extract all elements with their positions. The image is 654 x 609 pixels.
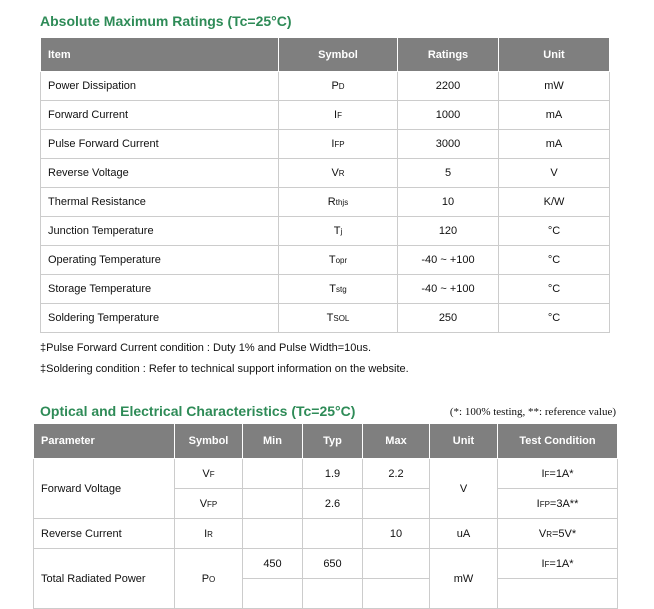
symbol-main: R [327, 196, 336, 208]
cond-subscript: F [544, 559, 550, 569]
pulse-current-note: ‡Pulse Forward Current condition : Duty 1% and Pulse Width=10us. [40, 342, 372, 354]
symbol-subscript: R [338, 169, 345, 178]
header-test-condition: Test Condition [498, 424, 618, 459]
symbol-main: V [199, 497, 208, 510]
header-ratings: Ratings [398, 38, 499, 72]
symbol-cell [279, 217, 398, 246]
symbol-subscript: opr [335, 256, 348, 265]
optical-electrical-title: Optical and Electrical Characteristics (Tc=25°C) [40, 403, 356, 419]
symbol-cell [175, 519, 243, 549]
unit-cell: V [430, 459, 498, 519]
symbol-subscript: O [209, 574, 216, 584]
typ-cell: 1.9 [303, 459, 363, 489]
parameter-cell: Total Radiated Power [34, 549, 175, 609]
symbol-subscript: stg [336, 285, 347, 294]
symbol-cell [279, 130, 398, 159]
typ-cell: 2.6 [303, 489, 363, 519]
test-condition-cell [498, 489, 618, 519]
typ-cell [303, 579, 363, 609]
unit-cell: mW [499, 72, 610, 101]
max-cell [363, 489, 430, 519]
item-cell: Operating Temperature [41, 246, 279, 275]
parameter-cell: Reverse Current [34, 519, 175, 549]
cond-main: I [541, 557, 545, 570]
rating-cell: -40 ~ +100 [398, 275, 499, 304]
table-row [41, 159, 610, 188]
table-row [41, 72, 610, 101]
rating-cell: 2200 [398, 72, 499, 101]
header-typ: Typ [303, 424, 363, 459]
cond-subscript: F [544, 469, 550, 479]
header-row [34, 424, 618, 459]
table-row [41, 246, 610, 275]
symbol-cell [279, 275, 398, 304]
cond-subscript: R [546, 529, 552, 539]
max-cell: 10 [363, 519, 430, 549]
symbol-cell [175, 459, 243, 489]
cond-value: =1A* [549, 557, 574, 570]
rating-cell: 250 [398, 304, 499, 333]
table-row [41, 101, 610, 130]
header-max: Max [363, 424, 430, 459]
soldering-note: ‡Soldering condition : Refer to technical support information on the website. [40, 363, 409, 375]
cond-value: =5V* [551, 527, 577, 540]
header-min: Min [243, 424, 303, 459]
symbol-subscript: R [207, 529, 213, 539]
header-symbol: Symbol [279, 38, 398, 72]
table-row [41, 217, 610, 246]
item-cell: Storage Temperature [41, 275, 279, 304]
optical-electrical-table [33, 423, 618, 609]
max-cell: 2.2 [363, 459, 430, 489]
test-condition-cell [498, 549, 618, 579]
max-cell [363, 549, 430, 579]
unit-cell: uA [430, 519, 498, 549]
symbol-subscript: FP [207, 499, 218, 509]
cond-value: =3A** [549, 497, 579, 510]
min-cell [243, 579, 303, 609]
cond-main: I [536, 497, 540, 510]
rating-cell: 5 [398, 159, 499, 188]
header-symbol: Symbol [175, 424, 243, 459]
item-cell: Junction Temperature [41, 217, 279, 246]
cond-subscript: FP [539, 499, 550, 509]
symbol-subscript: F [209, 469, 215, 479]
test-condition-cell [498, 459, 618, 489]
typ-cell: 650 [303, 549, 363, 579]
cond-main: V [538, 527, 547, 540]
parameter-cell: Forward Voltage [34, 459, 175, 519]
item-cell: Reverse Voltage [41, 159, 279, 188]
min-cell [243, 489, 303, 519]
symbol-main: P [331, 80, 339, 92]
item-cell: Thermal Resistance [41, 188, 279, 217]
cond-value: =1A* [549, 467, 574, 480]
testing-legend-note: (*: 100% testing, **: reference value) [449, 406, 616, 418]
item-cell: Pulse Forward Current [41, 130, 279, 159]
symbol-main: P [201, 572, 210, 585]
header-row [41, 38, 610, 72]
min-cell [243, 459, 303, 489]
symbol-main: I [331, 138, 335, 150]
unit-cell: mA [499, 101, 610, 130]
table-row [41, 275, 610, 304]
cond-main: I [541, 467, 545, 480]
absolute-max-ratings-title: Absolute Maximum Ratings (Tc=25°C) [40, 13, 292, 29]
unit-cell: V [499, 159, 610, 188]
symbol-cell [175, 549, 243, 609]
table-row [34, 549, 618, 579]
symbol-main: I [204, 527, 208, 540]
symbol-main: T [333, 225, 341, 237]
max-cell [363, 579, 430, 609]
symbol-cell [175, 489, 243, 519]
item-cell: Soldering Temperature [41, 304, 279, 333]
symbol-subscript: FP [334, 140, 345, 149]
unit-cell: °C [499, 246, 610, 275]
symbol-cell [279, 159, 398, 188]
unit-cell: °C [499, 217, 610, 246]
rating-cell: -40 ~ +100 [398, 246, 499, 275]
header-parameter: Parameter [34, 424, 175, 459]
symbol-main: T [328, 254, 336, 266]
header-item: Item [41, 38, 279, 72]
symbol-cell [279, 246, 398, 275]
header-unit: Unit [499, 38, 610, 72]
min-cell [243, 519, 303, 549]
rating-cell: 10 [398, 188, 499, 217]
test-condition-cell [498, 579, 618, 609]
unit-cell: K/W [499, 188, 610, 217]
symbol-main: T [329, 283, 337, 295]
symbol-main: T [326, 312, 334, 324]
symbol-subscript: SOL [333, 314, 350, 323]
rating-cell: 120 [398, 217, 499, 246]
symbol-main: I [334, 109, 338, 121]
table-row [41, 130, 610, 159]
rating-cell: 3000 [398, 130, 499, 159]
unit-cell: °C [499, 275, 610, 304]
symbol-subscript: F [337, 111, 342, 120]
absolute-max-ratings-table [40, 37, 610, 333]
symbol-main: V [331, 167, 339, 179]
table-row [34, 459, 618, 489]
symbol-main: V [202, 467, 210, 480]
symbol-cell [279, 72, 398, 101]
table-row [41, 304, 610, 333]
unit-cell: mA [499, 130, 610, 159]
symbol-cell [279, 101, 398, 130]
item-cell: Power Dissipation [41, 72, 279, 101]
typ-cell [303, 519, 363, 549]
unit-cell: °C [499, 304, 610, 333]
table-row [41, 188, 610, 217]
test-condition-cell [498, 519, 618, 549]
header-unit: Unit [430, 424, 498, 459]
symbol-cell [279, 188, 398, 217]
min-cell: 450 [243, 549, 303, 579]
symbol-subscript: j [340, 227, 343, 236]
table-row [34, 519, 618, 549]
symbol-subscript: thjs [335, 198, 349, 207]
rating-cell: 1000 [398, 101, 499, 130]
item-cell: Forward Current [41, 101, 279, 130]
symbol-subscript: D [338, 82, 345, 91]
unit-cell: mW [430, 549, 498, 609]
symbol-cell [279, 304, 398, 333]
